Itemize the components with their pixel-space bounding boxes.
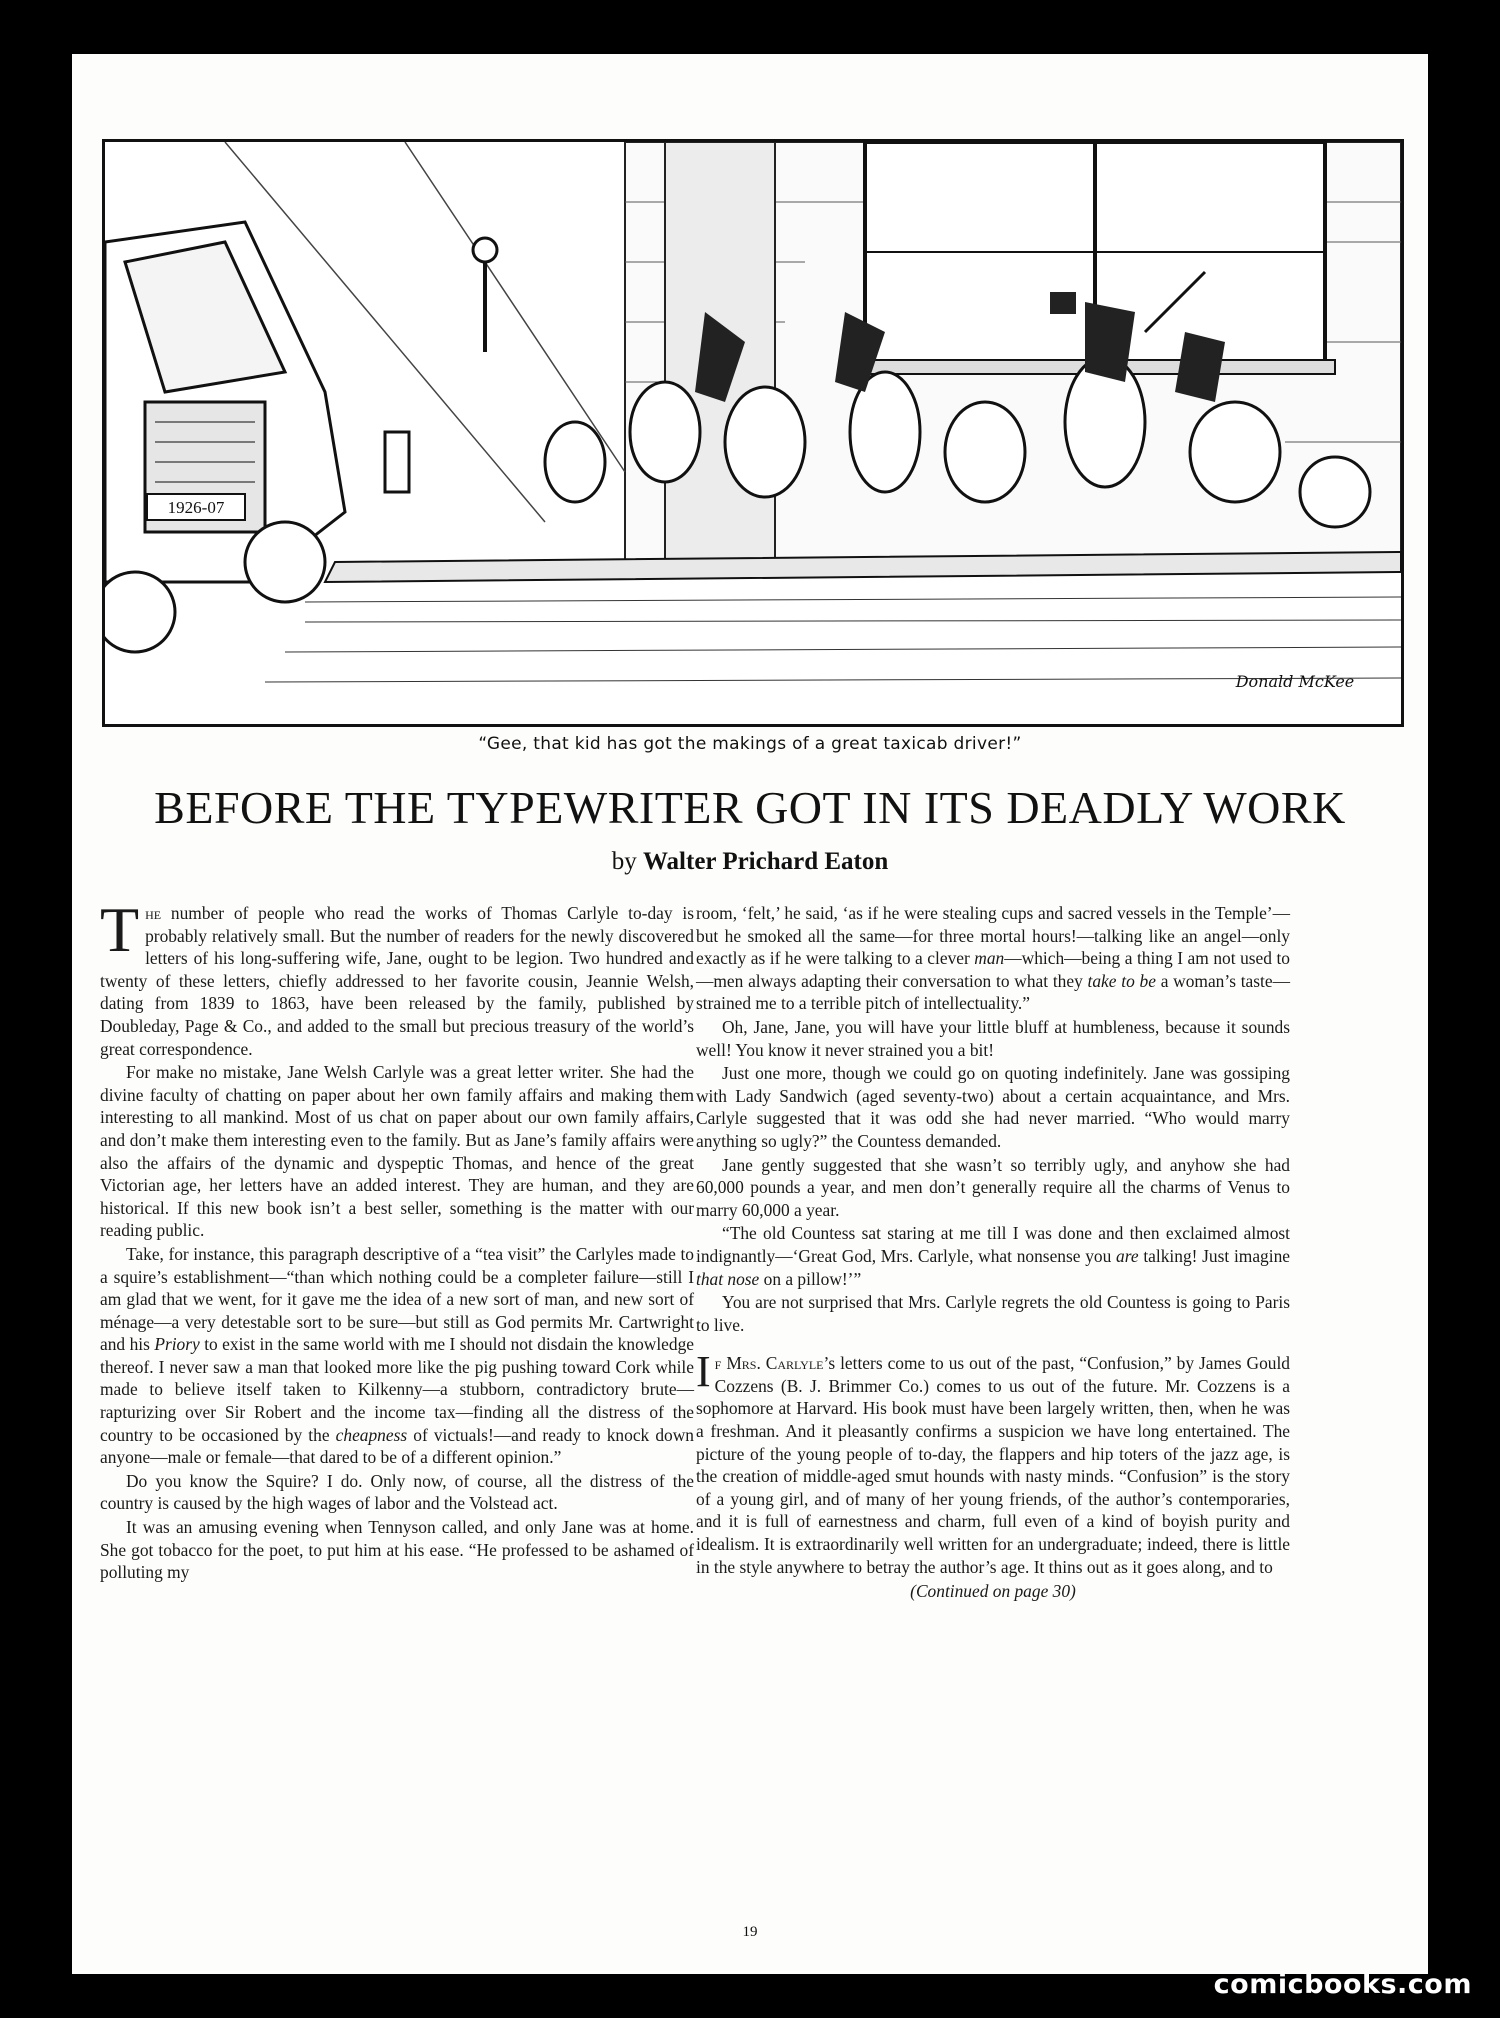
paragraph: Just one more, though we could go on quoting indefinitely. Jane was gossiping with Lady Sandwich (aged seventy-two) about a certain acquaintance, and Mrs. Carlyle suggested that it was odd she had never married. “Who would marry anything so ugly?” the Countess demanded. [696, 1063, 1290, 1151]
paragraph-text: of victuals!—and ready to knock down anyone—male or female—that dared to be of a different opinion.” [100, 1424, 694, 1468]
paragraph-text: “The old Countess sat staring at me till I was done and then exclaimed almost indignantly—‘Great God, Mrs. Carlyle, what nonsense you [696, 1223, 1290, 1266]
drop-cap: I [696, 1347, 711, 1397]
paragraph: It was an amusing evening when Tennyson called, and only Jane was at home. She got tobacco for the poet, to put him at his ease. “He professed to be ashamed of polluting my [100, 1517, 694, 1583]
italic-text: Priory [154, 1334, 200, 1355]
paragraph: For make no mistake, Jane Welsh Carlyle was a great letter writer. She had the divine faculty of chatting on paper about her own family affairs and making them interesting to all mankind. Most of us chat on paper about our own family affairs, and don’t make them interesting even to the family. But as Jane’s family affairs were also the affairs of the dynamic and dyspeptic Thomas, and hence of the great Victorian age, her letters have an added interest. They are human, and they are historical. If this new book isn’t a best seller, something is the matter with our reading public. [100, 1062, 694, 1241]
author-name: Walter Prichard Eaton [642, 848, 889, 875]
lead-smallcaps: he [145, 903, 162, 923]
license-plate-text: 1926-07 [167, 498, 225, 517]
italic-text: take to be [1087, 970, 1156, 991]
cartoon-illustration [102, 139, 1404, 727]
paragraph-text: a woman’s taste—strained me to a terrible pitch of intellectuality.” [696, 970, 1290, 1014]
continued-note: (Continued on page 30) [910, 1581, 1076, 1602]
paragraph [100, 894, 694, 1060]
lead-smallcaps: f Mrs. Carlyle [714, 1353, 824, 1374]
paragraph: Oh, Jane, Jane, you will have your little bluff at humbleness, because it sounds well! You know it never strained you a bit! [696, 1016, 1290, 1060]
paragraph-text: on a pillow!’” [759, 1268, 862, 1289]
italic-text: man [974, 948, 1005, 969]
italic-text: that nose [696, 1268, 760, 1289]
paragraph [696, 1222, 1290, 1290]
paragraph-text: Take, for instance, this paragraph descriptive of a “tea visit” the Carlyles made to a squire’s establishment—“than which nothing could be a completer failure—still I am glad that we went, for it gave me the idea of a new sort of man, and new sort of ménage—a very detestable sort to be sure—but still as God permits Mr. Cartwright and his [100, 1243, 694, 1355]
site-watermark: comicbooks.com [1213, 1969, 1472, 2000]
page-number: 19 [742, 1924, 758, 1940]
paragraph: You are not surprised that Mrs. Carlyle regrets the old Countess is going to Paris to live. [696, 1292, 1290, 1335]
magazine-page [72, 54, 1428, 1974]
paragraph-text: room, ‘felt,’ he said, ‘as if he were stealing cups and sacred vessels in the Temple’—but he smoked all the same—for three mortal hours!—talking like an angel—only exactly as if he were talking to a clever [696, 903, 1290, 969]
paragraph: Jane gently suggested that she wasn’t so terribly ugly, and anyhow she had 60,000 pounds a year, and men don’t generally require all the charms of Venus to marry 60,000 a year. [696, 1154, 1290, 1220]
paragraph [100, 1243, 694, 1469]
left-column [100, 894, 694, 1585]
illustration-caption: “Gee, that kid has got the makings of a great taxicab driver!” [478, 734, 1022, 754]
italic-text: are [1116, 1245, 1139, 1266]
article-byline [72, 848, 1428, 876]
paragraph: Do you know the Squire? I do. Only now, of course, all the distress of the country is caused by the high wages of labor and the Volstead act. [100, 1470, 694, 1514]
right-column [696, 902, 1290, 1604]
paragraph-text: talking! Just imagine [1138, 1245, 1290, 1266]
paragraph [696, 1347, 1290, 1578]
street-scene-drawing [105, 142, 1401, 724]
drop-cap: T [100, 894, 140, 965]
paragraph-text: to exist in the same world with me I should not disdain the knowledge thereof. I never saw a man that looked more like the pig pushing toward Cork while made to believe itself taken to Kilkenny—a stubborn, contradictory brute—rapturizing over Sir Robert and the income tax—finding all the distress of the country to be occasioned by the [100, 1334, 694, 1445]
paragraph [696, 902, 1290, 1015]
italic-text: cheapness [335, 1424, 408, 1445]
article-title: BEFORE THE TYPEWRITER GOT IN ITS DEADLY WORK [154, 782, 1346, 833]
byline-prefix: by [611, 848, 637, 875]
artist-signature: Donald McKee [1235, 672, 1355, 691]
paragraph-text: ’s letters come to us out of the past, “Confusion,” by James Gould Cozzens (B. J. Brimmer Co.) comes to us out of the future. Mr. Cozzens is a sophomore at Harvard. His book must have been largely written, then, when he was a freshman. And it pleasantly confirms a suspicion we have long entertained. The picture of the young people of to-day, the flappers and hip toters of the jazz age, is the creation of middle-aged smut hounds with nasty minds. “Confusion” is the story of a young girl, and of many of her young friends, of the author’s contemporaries, and it is full of earnestness and charm, full even of a kind of boyish purity and idealism. It is extraordinarily well written for an undergraduate; indeed, there is little in the style anywhere to betray the author’s age. It thins out as it goes along, and to [696, 1353, 1290, 1577]
paragraph-text: number of people who read the works of Thomas Carlyle to-day is probably relatively small. But the number of readers for the newly discovered letters of his long-suffering wife, Jane, ought to be legion. Two hundred and twenty of these letters, chiefly addressed to her favorite cousin, Jeannie Welsh, dating from 1839 to 1863, have been released by the family, published by Doubleday, Page & Co., and added to the small but precious treasury of the world’s great correspondence. [100, 903, 694, 1059]
paragraph-text: —which—being a thing I am not used to—men always adapting their conversation to what they [696, 948, 1290, 991]
